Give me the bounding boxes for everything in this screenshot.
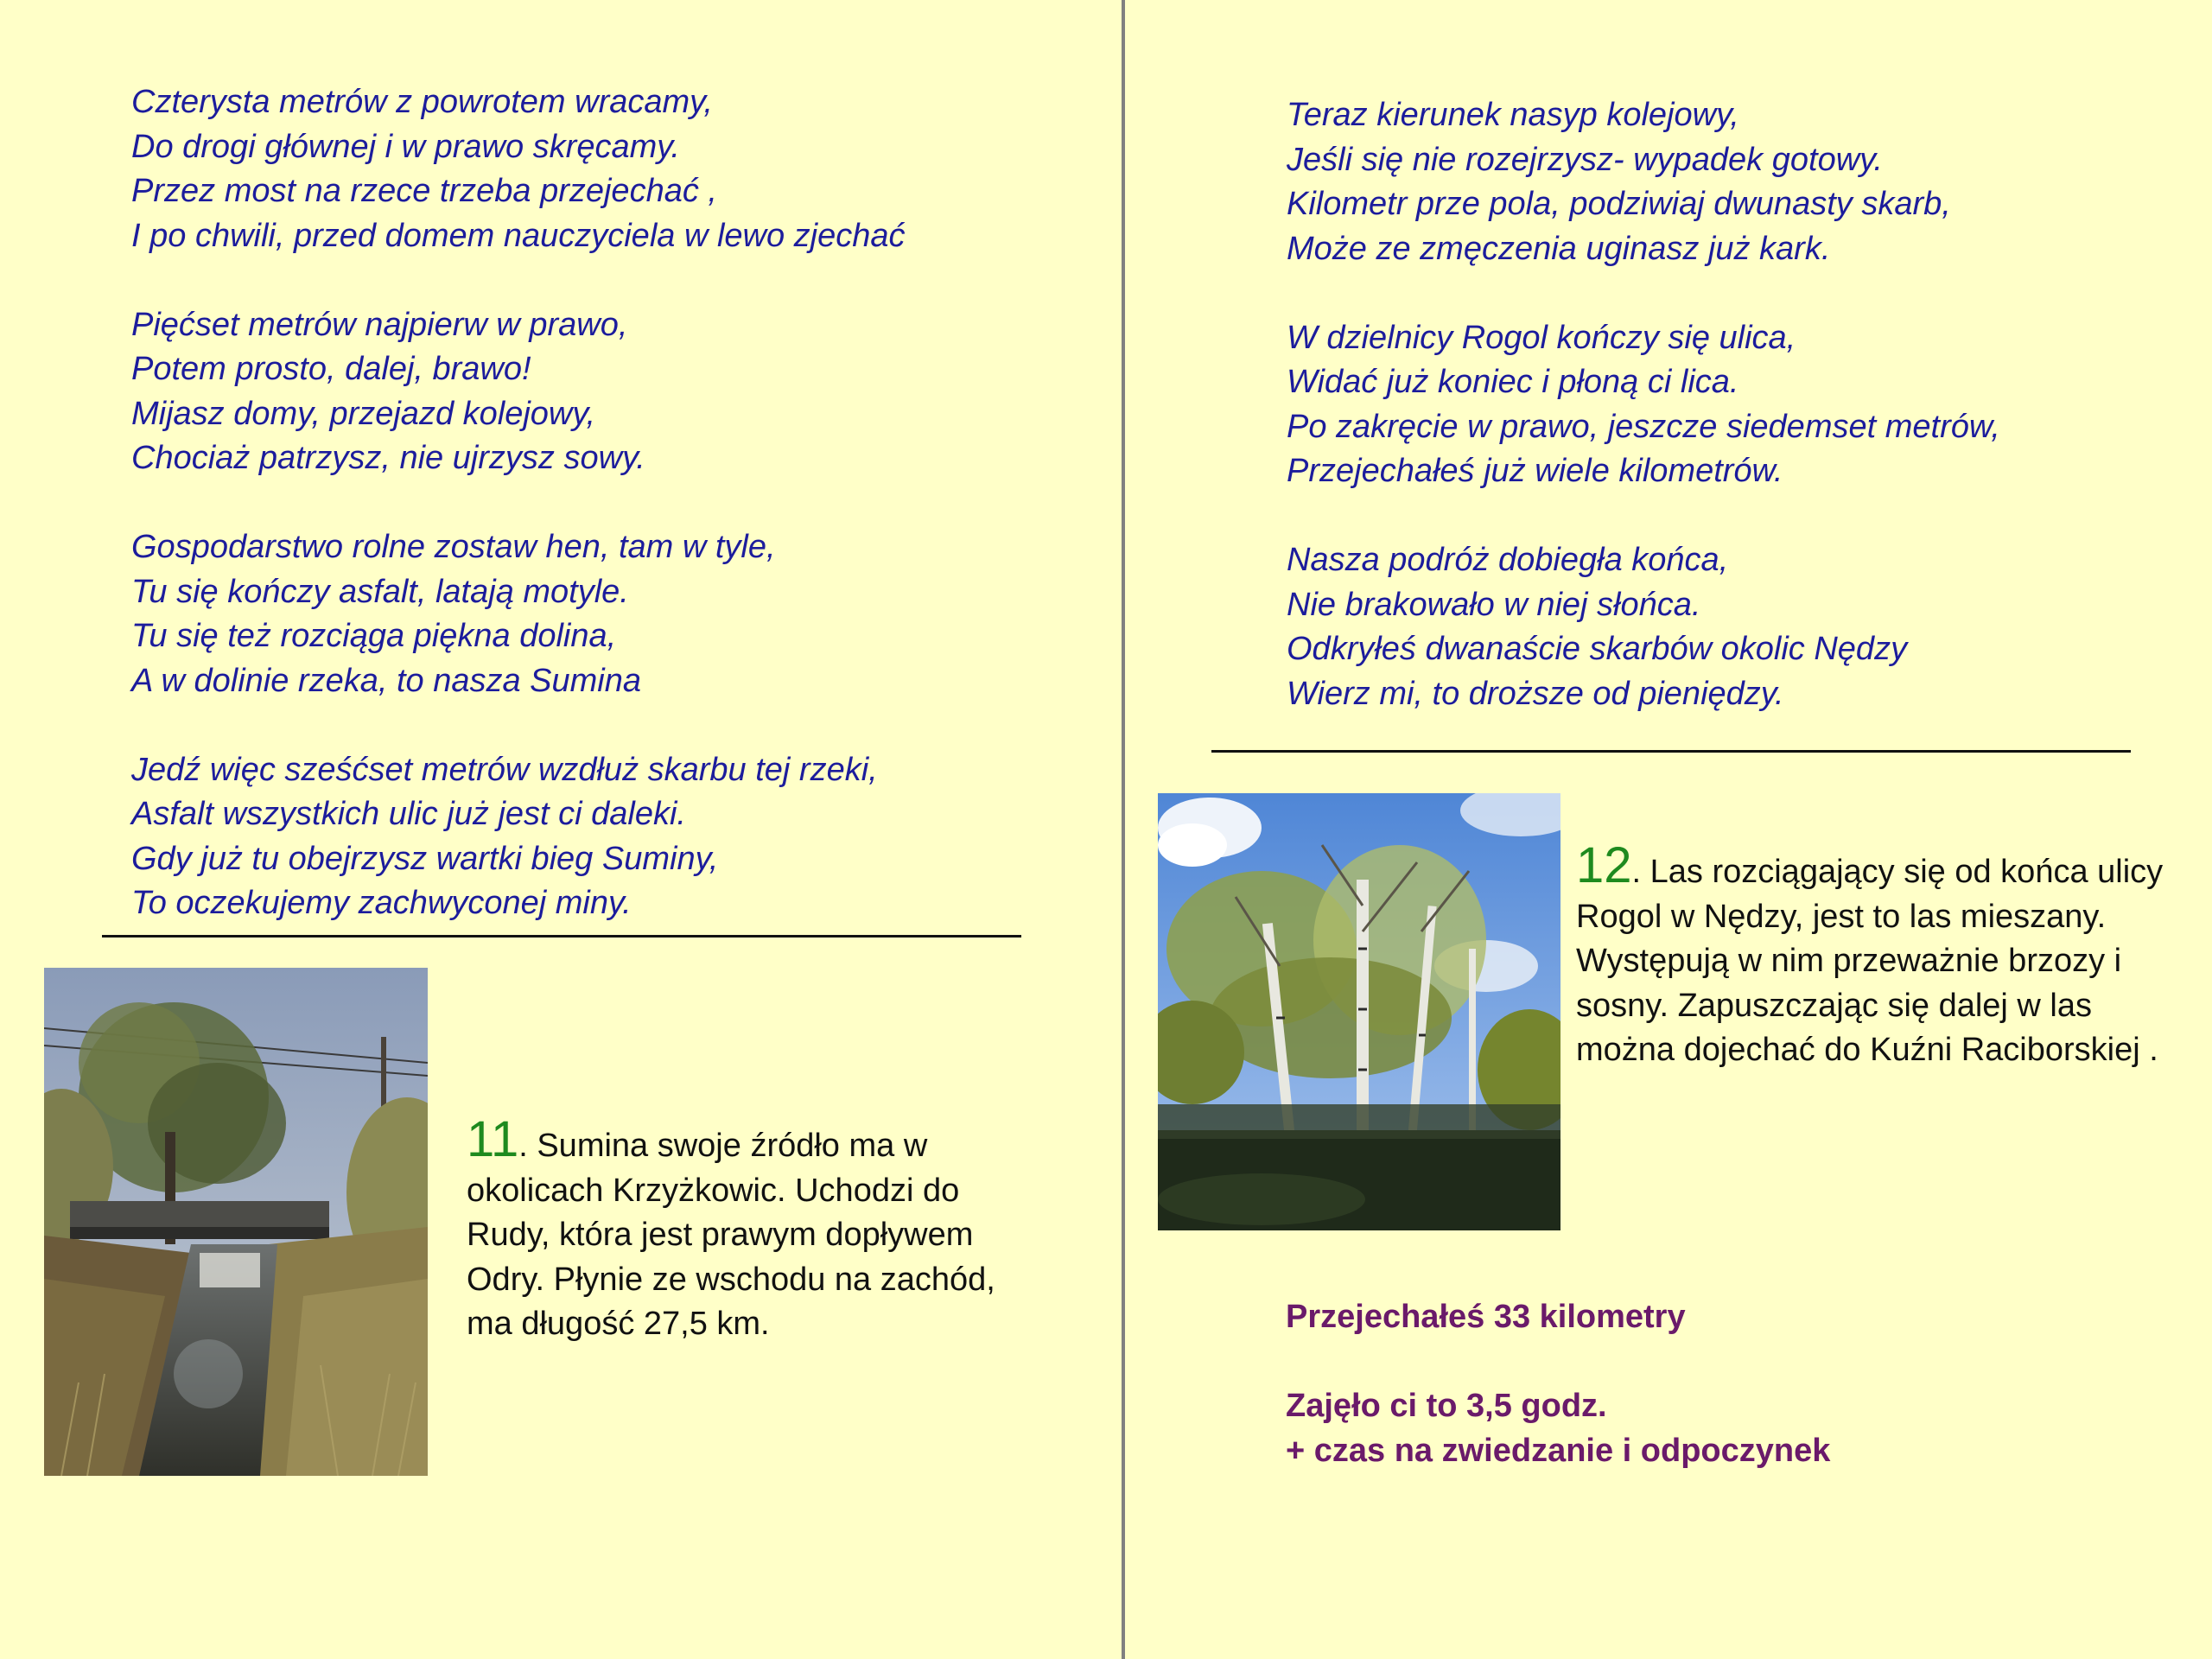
poem-line: A w dolinie rzeka, to nasza Sumina [131, 662, 642, 699]
poem-line: Po zakręcie w prawo, jeszcze siedemset metrów, [1287, 408, 2000, 445]
poem-line: Kilometr prze pola, podziwiaj dwunasty skarb, [1287, 186, 1951, 222]
poem-line: Czterysta metrów z powrotem wracamy, [131, 84, 713, 120]
treasure-number: 11 [467, 1111, 519, 1167]
poem-line: Do drogi głównej i w prawo skręcamy. [131, 128, 680, 165]
poem-line: To oczekujemy zachwyconej miny. [131, 885, 632, 921]
poem-line: Przejechałeś już wiele kilometrów. [1287, 453, 1783, 489]
poem-line: Asfalt wszystkich ulic już jest ci daleki. [131, 796, 686, 832]
poem-line: W dzielnicy Rogol kończy się ulica, [1287, 319, 1796, 356]
poem-line: Potem prosto, dalej, brawo! [131, 351, 531, 387]
treasure-text: . Sumina swoje źródło ma w okolicach Krzyżkowic. Uchodzi do Rudy, która jest prawym dopływem Odry. Płynie ze wschodu na zachód, ma długość 27,5 km. [467, 1128, 995, 1342]
poem-line: Mijasz domy, przejazd kolejowy, [131, 395, 596, 432]
treasure-text: . Las rozciągający się od końca ulicy Rogol w Nędzy, jest to las mieszany. Występują w nim przeważnie brzozy i sosny. Zapuszczając się dalej w las można dojechać do Kuźni Raciborskiej . [1576, 854, 2164, 1068]
treasure-number: 12 [1576, 837, 1632, 893]
poem-line: Widać już koniec i płoną ci lica. [1287, 364, 1739, 400]
poem-line: Nie brakowało w niej słońca. [1287, 586, 1701, 623]
poem-line: Chociaż patrzysz, nie ujrzysz sowy. [131, 440, 645, 476]
poem-line: Może ze zmęczenia uginasz już kark. [1287, 230, 1831, 267]
treasure-11-description [467, 1111, 1037, 1347]
poem-line: Tu się kończy asfalt, latają motyle. [131, 573, 629, 610]
sumina-river-photo [44, 968, 428, 1476]
poem-line: Odkryłeś dwanaście skarbów okolic Nędzy [1287, 631, 1908, 667]
poem-line: I po chwili, przed domem nauczyciela w lewo zjechać [131, 217, 906, 254]
poem-line: Tu się też rozciąga piękna dolina, [131, 618, 617, 654]
trip-summary [1286, 1295, 1830, 1473]
extra-time-text: + czas na zwiedzanie i odpoczynek [1286, 1432, 1831, 1469]
page-divider [1122, 0, 1125, 1659]
poem-line: Przez most na rzece trzeba przejechać , [131, 173, 717, 209]
poem-line: Gospodarstwo rolne zostaw hen, tam w tyle, [131, 529, 776, 565]
treasure-12-description [1576, 837, 2172, 1073]
poem-line: Teraz kierunek nasyp kolejowy, [1287, 97, 1739, 133]
poem-line: Jeśli się nie rozejrzysz- wypadek gotowy. [1287, 141, 1883, 178]
right-separator-rule [1211, 750, 2131, 753]
poem-line: Gdy już tu obejrzysz wartki bieg Suminy, [131, 840, 719, 877]
left-poem [131, 80, 906, 926]
poem-line: Wierz mi, to droższe od pieniędzy. [1287, 675, 1784, 712]
left-separator-rule [102, 935, 1021, 938]
poem-line: Jedź więc sześćset metrów wzdłuż skarbu tej rzeki, [131, 751, 878, 788]
poem-line: Pięćset metrów najpierw w prawo, [131, 306, 628, 343]
poem-line: Nasza podróż dobiegła końca, [1287, 542, 1729, 578]
distance-text: Przejechałeś 33 kilometry [1286, 1299, 1686, 1335]
rogol-forest-photo [1158, 793, 1560, 1230]
time-text: Zajęło ci to 3,5 godz. [1286, 1388, 1607, 1424]
right-poem [1287, 93, 2000, 716]
